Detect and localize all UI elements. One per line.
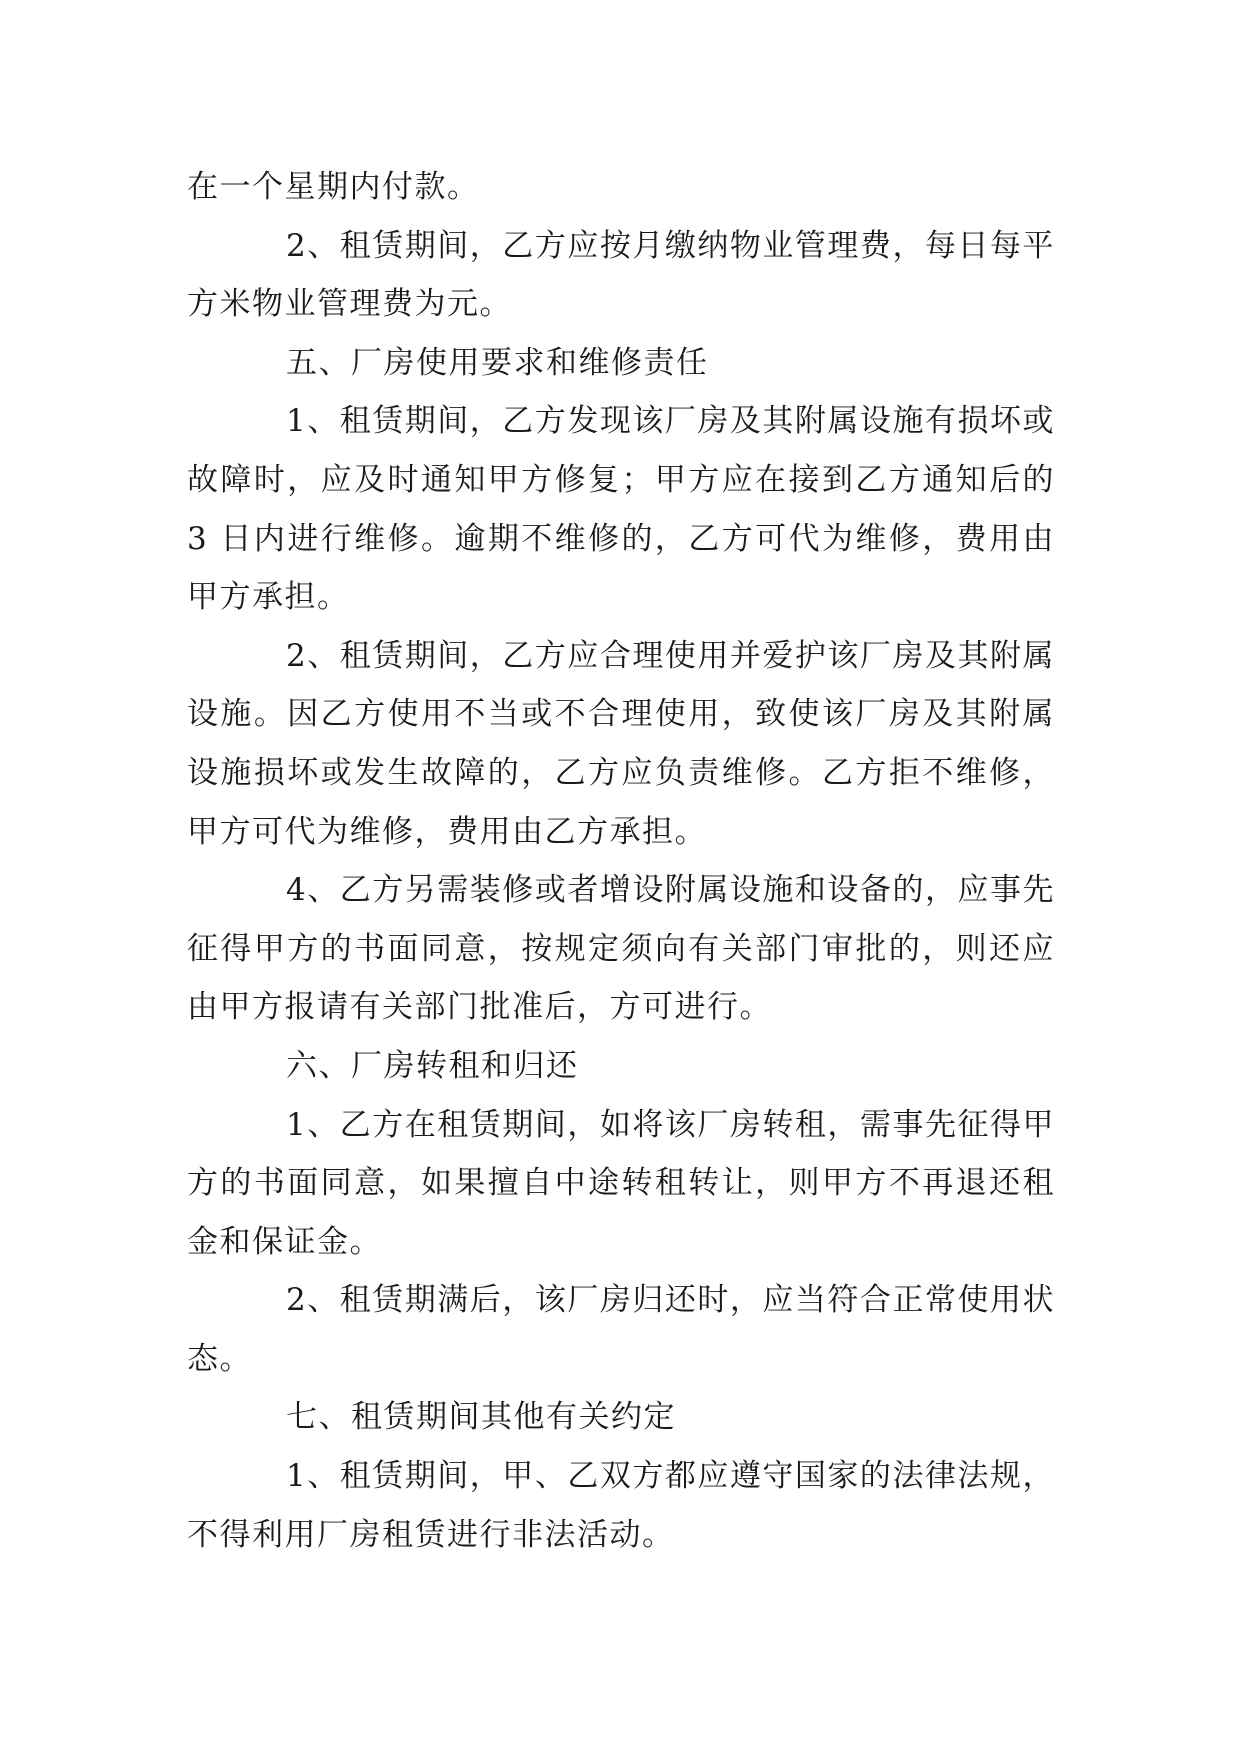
section-heading-5: 五、厂房使用要求和维修责任 [286, 344, 709, 381]
paragraph-return: 2、租赁期满后，该厂房归还时，应当符合正常使用状态。 [187, 1282, 1055, 1377]
paragraph-renovation: 4、乙方另需装修或者增设附属设施和设备的，应事先征得甲方的书面同意，按规定须向有关部门审批的，则还应由甲方报请有关部门批准后，方可进行。 [187, 872, 1055, 1026]
paragraph-property-fee: 2、租赁期间，乙方应按月缴纳物业管理费，每日每平方米物业管理费为元。 [187, 227, 1055, 323]
document-page [187, 158, 1055, 1564]
paragraph-sublease: 1、乙方在租赁期间，如将该厂房转租，需事先征得甲方的书面同意，如果擅自中途转租转让，则甲方不再退还租金和保证金。 [187, 1106, 1055, 1260]
paragraph-legal-compliance: 1、租赁期间，甲、乙双方都应遵守国家的法律法规，不得利用厂房租赁进行非法活动。 [187, 1458, 1055, 1553]
paragraph-continuation: 在一个星期内付款。 [187, 169, 480, 205]
section-heading-7: 七、租赁期间其他有关约定 [286, 1399, 676, 1436]
paragraph-proper-use: 2、租赁期间，乙方应合理使用并爱护该厂房及其附属设施。因乙方使用不当或不合理使用，致使该厂房及其附属设施损坏或发生故障的，乙方应负责维修。乙方拒不维修，甲方可代为维修，费用由乙方承担。 [187, 637, 1055, 850]
paragraph-repair-notice: 1、租赁期间，乙方发现该厂房及其附属设施有损坏或故障时，应及时通知甲方修复；甲方应在接到乙方通知后的 3 日内进行维修。逾期不维修的，乙方可代为维修，费用由甲方承担。 [187, 403, 1055, 616]
section-heading-6: 六、厂房转租和归还 [286, 1047, 579, 1084]
